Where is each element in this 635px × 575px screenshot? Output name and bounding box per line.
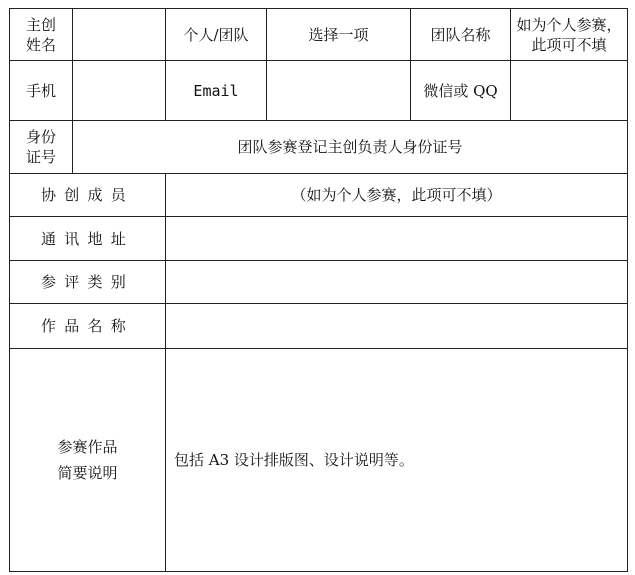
row-address [10, 217, 628, 261]
row-id-number [10, 121, 628, 174]
participation-type-field[interactable]: 选择一项 [267, 9, 411, 61]
row-leader [10, 9, 628, 61]
email-label: Email [166, 61, 267, 121]
category-label: 参评类别 [10, 261, 166, 304]
leader-name-field[interactable] [73, 9, 166, 61]
row-co-creators [10, 174, 628, 217]
team-name-field[interactable]: 如为个人参赛， 此项可不填 [511, 9, 628, 61]
description-field[interactable]: 包括 A3 设计排版图、设计说明等。 [166, 349, 628, 572]
row-description [10, 349, 628, 572]
phone-field[interactable] [73, 61, 166, 121]
address-field[interactable] [166, 217, 628, 261]
work-name-label: 作品名称 [10, 304, 166, 349]
row-category [10, 261, 628, 304]
email-field[interactable] [267, 61, 411, 121]
id-number-label: 身份 证号 [10, 121, 73, 174]
co-creators-label: 协创成员 [10, 174, 166, 217]
description-label: 参赛作品 简要说明 [10, 349, 166, 572]
participation-type-label: 个人/团队 [166, 9, 267, 61]
phone-label: 手机 [10, 61, 73, 121]
wechat-qq-label: 微信或 QQ [411, 61, 511, 121]
id-number-field[interactable]: 团队参赛登记主创负责人身份证号 [73, 121, 628, 174]
work-name-field[interactable] [166, 304, 628, 349]
row-work-name [10, 304, 628, 349]
wechat-qq-field[interactable] [511, 61, 628, 121]
co-creators-field[interactable]: （如为个人参赛，此项可不填） [166, 174, 628, 217]
category-field[interactable] [166, 261, 628, 304]
leader-name-label: 主创 姓名 [10, 9, 73, 61]
address-label: 通讯地址 [10, 217, 166, 261]
row-contact [10, 61, 628, 121]
registration-form-table [9, 8, 628, 572]
team-name-label: 团队名称 [411, 9, 511, 61]
